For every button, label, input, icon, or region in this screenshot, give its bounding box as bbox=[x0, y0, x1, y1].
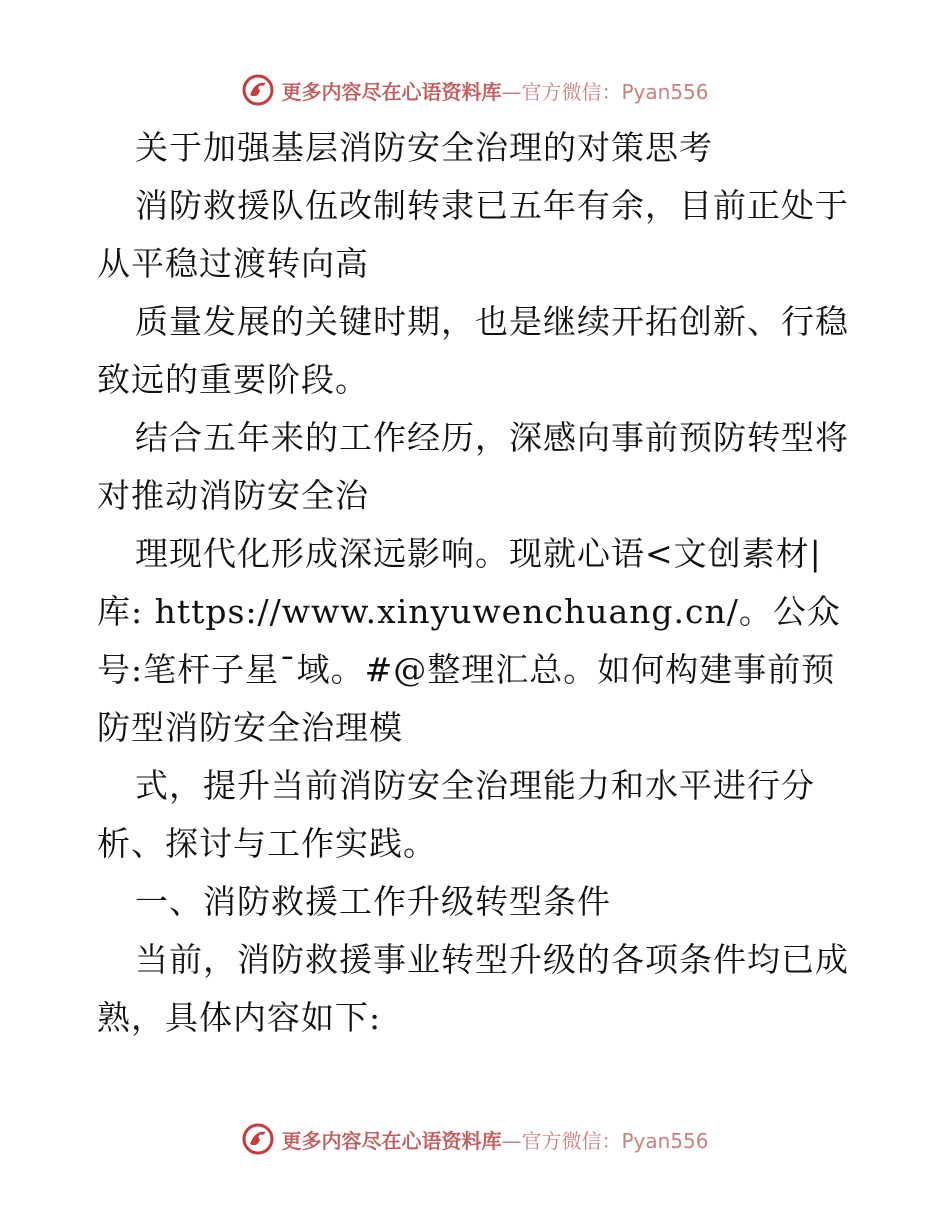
watermark-sub: 官方微信： bbox=[521, 79, 622, 104]
document-title: 关于加强基层消防安全治理的对策思考 bbox=[135, 128, 713, 167]
watermark-main: 更多内容尽在心语资料库 bbox=[281, 79, 502, 104]
watermark-group bbox=[241, 73, 708, 107]
watermark-handle: Pyan556 bbox=[621, 79, 709, 104]
paragraph-4: 理现代化形成深远影响。现就心语<文创素材|库: https://www.xinyuwenchuang.cn/。公众号:笔杆子星¯域。#@整理汇总。如何构建事前预防型消防安全治理模 bbox=[97, 534, 841, 747]
paragraph-3: 结合五年来的工作经历，深感向事前预防转型将对推动消防安全治 bbox=[97, 418, 849, 515]
brand-logo-icon bbox=[241, 73, 275, 107]
watermark-main-bottom: 更多内容尽在心语资料库 bbox=[281, 1128, 502, 1153]
watermark-sub-bottom: 官方微信： bbox=[521, 1128, 622, 1153]
paragraph-1: 消防救援队伍改制转隶已五年有余，目前正处于从平稳过渡转向高 bbox=[97, 186, 849, 283]
section-heading: 一、消防救援工作升级转型条件 bbox=[135, 882, 611, 921]
footer-watermark bbox=[0, 1119, 950, 1159]
paragraph-2: 质量发展的关键时期，也是继续开拓创新、行稳致远的重要阶段。 bbox=[97, 302, 849, 399]
watermark-dash-bottom: — bbox=[501, 1128, 522, 1153]
document-body bbox=[97, 119, 857, 1047]
paragraph-5: 式，提升当前消防安全治理能力和水平进行分析、探讨与工作实践。 bbox=[97, 766, 815, 863]
watermark-handle-bottom: Pyan556 bbox=[621, 1128, 709, 1153]
watermark-group-bottom bbox=[241, 1122, 708, 1156]
watermark-text bbox=[281, 76, 708, 105]
paragraph-6: 当前，消防救援事业转型升级的各项条件均已成熟，具体内容如下: bbox=[97, 940, 849, 1037]
watermark-text-bottom bbox=[281, 1125, 708, 1154]
header-watermark bbox=[0, 70, 950, 110]
brand-logo-icon bbox=[241, 1122, 275, 1156]
watermark-dash: — bbox=[501, 79, 522, 104]
